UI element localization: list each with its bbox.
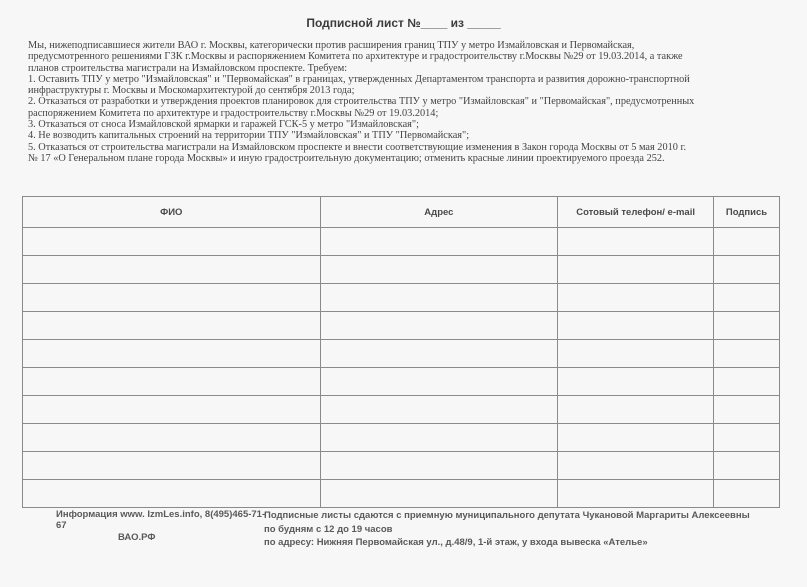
table-row (23, 284, 780, 312)
address-cell[interactable] (320, 340, 558, 368)
address-cell[interactable] (320, 228, 558, 256)
intro-line-1: Мы, нижеподписавшиеся жители ВАО г. Москвы, категорически против расширения границ ТПУ у метро Измайловская и Первомайская, (28, 40, 635, 51)
phone-email-cell[interactable] (558, 312, 714, 340)
address-cell[interactable] (320, 256, 558, 284)
address-cell[interactable] (320, 480, 558, 508)
table-row (23, 480, 780, 508)
intro-line-3: планов строительства магистрали на Измайловском проспекте. Требуем: (28, 62, 348, 74)
address-cell[interactable] (320, 424, 558, 452)
signature-cell[interactable] (714, 284, 780, 312)
signature-cell[interactable] (714, 480, 780, 508)
table-row (23, 228, 780, 256)
footer (0, 509, 807, 579)
phone-email-cell[interactable] (558, 396, 714, 424)
demand-line-3: 2. Отказаться от разработки и утверждения проектов планировок для строительства ТПУ у метро "Измайловская" и "Первомайская", предусмотренных (28, 96, 695, 108)
demand-line-5: 3. Отказаться от сноса Измайловской ярмарки и гаражей ГСК-5 у метро "Измайловская"; (28, 119, 419, 131)
demand-line-7: 5. Отказаться от строительства магистрали на Измайловском проспекте и внести соответствующие изменения в Закон города Москвы от 5 мая 2010 г. (28, 141, 687, 153)
demand-line-6: 4. Не возводить капитальных строений на территории ТПУ "Измайловская" и ТПУ "Первомайская"; (28, 130, 470, 142)
address-cell[interactable] (320, 368, 558, 396)
table-row (23, 368, 780, 396)
submission-line-3: по адресу: Нижняя Первомайская ул., д.48/9, 1-й этаж, у входа вывеска «Ателье» (264, 537, 648, 548)
phone-email-cell[interactable] (558, 452, 714, 480)
name-cell[interactable] (23, 452, 321, 480)
demand-line-4: распоряжением Комитета по архитектуре и градостроительству г.Москвы №29 от 19.03.2014; (28, 107, 439, 119)
signature-cell[interactable] (714, 452, 780, 480)
signature-cell[interactable] (714, 312, 780, 340)
phone-email-cell[interactable] (558, 256, 714, 284)
table-row (23, 424, 780, 452)
signature-cell[interactable] (714, 228, 780, 256)
phone-email-cell[interactable] (558, 284, 714, 312)
column-header-name: ФИО (23, 197, 321, 228)
info-line: Информация www. IzmLes.info, 8(495)465-71-67 (56, 509, 266, 531)
signature-cell[interactable] (714, 368, 780, 396)
address-cell[interactable] (320, 396, 558, 424)
column-header-address: Адрес (320, 197, 558, 228)
address-cell[interactable] (320, 452, 558, 480)
name-cell[interactable] (23, 228, 321, 256)
table-row (23, 312, 780, 340)
table-row (23, 396, 780, 424)
submission-line-2: по будням с 12 до 19 часов (264, 523, 393, 535)
footer-info (56, 509, 266, 543)
demand-line-8: № 17 «О Генеральном плане города Москвы» и иную градостроительную документацию; отменить красные линии проектируемого проезда 252. (28, 152, 665, 164)
name-cell[interactable] (23, 256, 321, 284)
name-cell[interactable] (23, 284, 321, 312)
name-cell[interactable] (23, 424, 321, 452)
address-cell[interactable] (320, 312, 558, 340)
column-header-phone-email: Сотовый телефон/ e-mail (558, 197, 714, 228)
phone-email-cell[interactable] (558, 480, 714, 508)
name-cell[interactable] (23, 368, 321, 396)
name-cell[interactable] (23, 480, 321, 508)
phone-email-cell[interactable] (558, 228, 714, 256)
signature-cell[interactable] (714, 340, 780, 368)
signature-rows (23, 228, 780, 508)
phone-email-cell[interactable] (558, 424, 714, 452)
phone-email-cell[interactable] (558, 340, 714, 368)
column-header-signature: Подпись (714, 197, 780, 228)
footer-submission (264, 509, 804, 550)
petition-text (28, 40, 788, 164)
signature-cell[interactable] (714, 256, 780, 284)
signature-table (22, 196, 780, 508)
signature-cell[interactable] (714, 396, 780, 424)
phone-email-cell[interactable] (558, 368, 714, 396)
demand-line-2: инфраструктуры г. Москвы и Москомархитектурой до сентября 2013 года; (28, 85, 355, 97)
site-line: ВАО.РФ (118, 532, 156, 543)
name-cell[interactable] (23, 312, 321, 340)
table-row (23, 256, 780, 284)
table-row (23, 452, 780, 480)
demand-line-1: 1. Оставить ТПУ у метро "Измайловская" и "Первомайская" в границах, утвержденных Департаментом транспорта и развития дорожно-транспортной (28, 73, 690, 85)
table-header-row (23, 197, 780, 228)
name-cell[interactable] (23, 340, 321, 368)
address-cell[interactable] (320, 284, 558, 312)
name-cell[interactable] (23, 396, 321, 424)
intro-line-2: предусмотренного решениями ГЗК г.Москвы и распоряжением Комитета по архитектуре и градостроительству г.Москвы №29 от 19.03.2014, а также (28, 51, 683, 63)
signature-cell[interactable] (714, 424, 780, 452)
table-row (23, 340, 780, 368)
submission-line-1: Подписные листы сдаются с приемную муниципального депутата Чукановой Маргариты Алексеевны (264, 510, 750, 521)
page-title: Подписной лист №____ из _____ (306, 16, 501, 30)
